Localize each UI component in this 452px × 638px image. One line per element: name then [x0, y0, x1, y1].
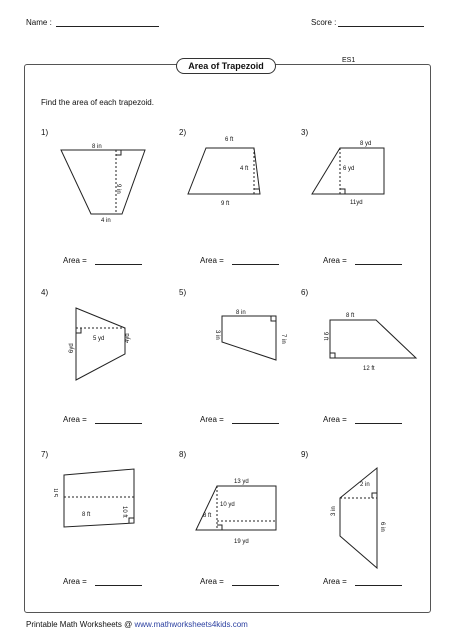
height-label: 2 in	[360, 482, 370, 488]
footer-prefix: Printable Math Worksheets @	[26, 620, 135, 629]
trapezoid-figure-6	[320, 306, 420, 376]
height-label: 8 ft	[82, 512, 91, 518]
trapezoid-figure-8	[190, 474, 300, 549]
height-label: 6 yd	[343, 166, 355, 172]
base-label: 13 yd	[234, 479, 249, 485]
base-label: 6 in	[379, 522, 385, 532]
problem-number: 7)	[41, 450, 49, 459]
base-label: 9 ft	[221, 201, 230, 207]
problem-number: 3)	[301, 128, 309, 137]
worksheet-code: ES1	[342, 57, 356, 64]
trapezoid-figure-1	[55, 140, 155, 230]
trapezoid-figure-9	[330, 464, 400, 574]
area-label: Area =	[323, 577, 347, 586]
answer-field[interactable]	[95, 264, 142, 265]
answer-field[interactable]	[95, 585, 142, 586]
height-label: 5 yd	[93, 336, 105, 342]
area-label: Area =	[323, 415, 347, 424]
answer-field[interactable]	[355, 264, 402, 265]
base-label: 3 in	[331, 506, 337, 516]
base-label: 8 ft	[346, 313, 355, 319]
score-label: Score :	[311, 18, 337, 27]
problem-number: 6)	[301, 288, 309, 297]
base-label: 4 in	[101, 218, 111, 224]
footer-link[interactable]: www.mathworksheets4kids.com	[134, 620, 248, 629]
trapezoid-figure-3	[306, 138, 406, 218]
area-label: Area =	[63, 415, 87, 424]
base-label: 3 in	[214, 330, 220, 340]
base-label: 4yd	[125, 333, 131, 343]
base-label: 12 ft	[363, 366, 375, 372]
area-label: Area =	[323, 256, 347, 265]
base-label: 6yd	[69, 343, 75, 353]
answer-field[interactable]	[232, 423, 279, 424]
footer	[26, 620, 248, 629]
problem-number: 5)	[179, 288, 187, 297]
trapezoid-figure-4	[62, 298, 142, 388]
answer-field[interactable]	[232, 585, 279, 586]
instructions: Find the area of each trapezoid.	[41, 98, 154, 107]
height-label: 8 ft	[203, 513, 212, 519]
base-label: 8 in	[92, 144, 102, 150]
height-label: 10 yd	[220, 502, 235, 508]
score-field[interactable]	[338, 26, 424, 27]
answer-field[interactable]	[95, 423, 142, 424]
area-label: Area =	[63, 577, 87, 586]
problem-number: 1)	[41, 128, 49, 137]
name-label: Name :	[26, 18, 52, 27]
base-label: 8 yd	[360, 141, 372, 147]
base-label: 7 in	[280, 334, 286, 344]
area-label: Area =	[200, 256, 224, 265]
worksheet-title: Area of Trapezoid	[176, 58, 276, 74]
problem-number: 8)	[179, 450, 187, 459]
area-label: Area =	[200, 415, 224, 424]
area-label: Area =	[63, 256, 87, 265]
base-label: 11yd	[350, 200, 363, 206]
height-label: 4 ft	[240, 166, 249, 172]
base-label: 8 in	[236, 310, 246, 316]
answer-field[interactable]	[355, 423, 402, 424]
problem-number: 2)	[179, 128, 187, 137]
base-label: 5 ft	[54, 488, 60, 497]
trapezoid-figure-2	[182, 130, 282, 215]
problem-number: 9)	[301, 450, 309, 459]
answer-field[interactable]	[232, 264, 279, 265]
problem-number: 4)	[41, 288, 49, 297]
base-label: 10 ft	[121, 506, 127, 518]
trapezoid-figure-5	[212, 306, 292, 366]
name-field[interactable]	[56, 26, 159, 27]
base-label: 19 yd	[234, 539, 249, 545]
area-label: Area =	[200, 577, 224, 586]
base-label: 6 ft	[225, 137, 234, 143]
answer-field[interactable]	[355, 585, 402, 586]
height-label: 9 in	[115, 184, 121, 194]
base-label: 9 ft	[322, 332, 328, 341]
trapezoid-figure-7	[54, 463, 144, 543]
